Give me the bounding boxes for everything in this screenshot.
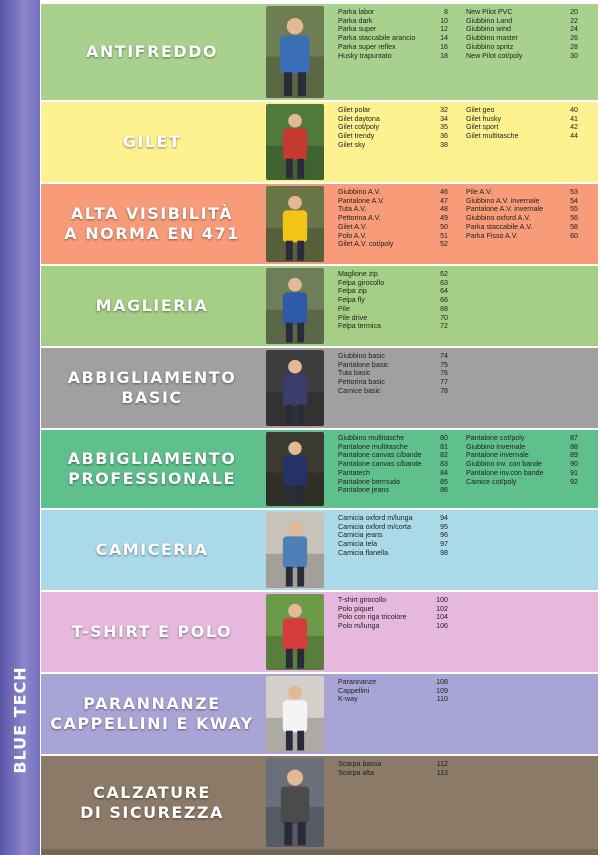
item-name: Gilet sport — [466, 123, 499, 132]
catalog-item[interactable] — [466, 232, 578, 241]
item-name: Gilet daytona — [338, 114, 380, 123]
catalog-item[interactable] — [466, 52, 578, 61]
item-page: 63 — [440, 278, 448, 287]
catalog-item[interactable] — [466, 478, 578, 487]
item-page: 48 — [440, 205, 448, 214]
catalog-item[interactable] — [338, 478, 448, 487]
catalog-item[interactable] — [338, 287, 448, 296]
section-basic[interactable] — [41, 348, 598, 428]
catalog-item[interactable] — [338, 687, 448, 696]
catalog-item[interactable] — [466, 188, 578, 197]
item-name: Pile — [338, 304, 350, 313]
catalog-item[interactable] — [466, 197, 578, 206]
item-name: Maglione zip — [338, 270, 378, 278]
catalog-item[interactable] — [466, 205, 578, 214]
item-column — [338, 678, 448, 704]
section-title-line: ABBIGLIAMENTO — [67, 368, 237, 387]
item-page: 89 — [570, 451, 578, 460]
item-page: 51 — [440, 231, 448, 240]
item-page: 32 — [440, 106, 448, 114]
item-page: 68 — [440, 304, 448, 313]
item-column — [466, 434, 578, 486]
item-page: 50 — [440, 222, 448, 231]
catalog-item[interactable] — [338, 352, 448, 361]
catalog-item[interactable] — [338, 486, 448, 495]
item-name: Giubbino A.V. invernale — [466, 196, 540, 205]
item-page: 44 — [570, 132, 578, 141]
section-title — [41, 510, 263, 590]
section-photo — [266, 268, 324, 344]
item-page: 42 — [570, 123, 578, 132]
item-page: 30 — [570, 51, 578, 60]
item-name: Pantalone A.V. invernale — [466, 205, 544, 214]
item-column — [338, 434, 448, 495]
section-maglieria[interactable] — [41, 266, 598, 346]
catalog-item[interactable] — [338, 322, 448, 331]
catalog-item[interactable] — [338, 369, 448, 378]
item-name: Giubbino basic — [338, 352, 385, 360]
section-professionale[interactable] — [41, 430, 598, 508]
item-name: Scarpa alta — [338, 768, 374, 777]
catalog-item[interactable] — [338, 443, 448, 452]
item-name: Pantalone cot/poly — [466, 434, 525, 442]
item-name: Parka Fisso A.V. — [466, 231, 518, 240]
catalog-item[interactable] — [338, 232, 448, 241]
section-photo — [266, 350, 324, 426]
item-page: 98 — [440, 548, 448, 557]
catalog-item[interactable] — [338, 596, 448, 605]
catalog-item[interactable] — [338, 523, 448, 532]
item-page: 83 — [440, 460, 448, 469]
item-name: New Pilot PVC — [466, 8, 513, 16]
item-page: 81 — [440, 442, 448, 451]
item-page: 94 — [440, 514, 448, 522]
catalog-item[interactable] — [338, 132, 448, 141]
catalog-item[interactable] — [466, 115, 578, 124]
item-name: Giubbino A.V. — [338, 188, 381, 196]
section-title — [41, 4, 263, 100]
section-title — [41, 184, 263, 264]
section-photo — [266, 512, 324, 588]
catalog-item[interactable] — [338, 34, 448, 43]
item-page: 8 — [444, 8, 448, 16]
item-name: Scarpa bassa — [338, 760, 382, 768]
item-page: 109 — [436, 686, 448, 695]
item-name: Pantalone bermuda — [338, 477, 400, 486]
catalog-item[interactable] — [338, 387, 448, 396]
item-page: 96 — [440, 531, 448, 540]
catalog-item[interactable] — [338, 695, 448, 704]
section-camiceria[interactable] — [41, 510, 598, 590]
catalog-item[interactable] — [338, 769, 448, 778]
catalog-item[interactable] — [338, 25, 448, 34]
item-page: 113 — [436, 768, 448, 777]
item-page: 22 — [570, 16, 578, 25]
item-page: 35 — [440, 123, 448, 132]
item-page: 70 — [440, 313, 448, 322]
item-name: Pettorina basic — [338, 378, 385, 387]
catalog-item[interactable] — [338, 605, 448, 614]
item-name: Giubbino master — [466, 34, 519, 43]
item-column — [466, 106, 578, 141]
item-name: Polo con riga tricolore — [338, 613, 407, 622]
section-title-line: A NORMA EN 471 — [64, 224, 240, 243]
item-name: Polo piquet — [338, 604, 374, 613]
item-name: Camice basic — [338, 386, 381, 395]
catalog-item[interactable] — [338, 141, 448, 150]
catalog-item[interactable] — [338, 197, 448, 206]
catalog-item[interactable] — [338, 622, 448, 631]
item-name: Parka super — [338, 25, 377, 34]
section-title-line: BASIC — [121, 388, 183, 407]
item-page: 64 — [440, 287, 448, 296]
bottom-strip — [41, 849, 598, 855]
item-column — [338, 352, 448, 396]
item-page: 12 — [440, 25, 448, 34]
item-column — [338, 514, 448, 558]
item-name: Parka super reflex — [338, 42, 396, 51]
item-name: Tuta A.V. — [338, 205, 367, 214]
item-name: Camicia oxford m/lunga — [338, 514, 413, 522]
item-column — [338, 188, 448, 249]
item-name: Pile A.V. — [466, 188, 493, 196]
item-name: Gilet sky — [338, 140, 366, 149]
item-name: Parka staccabile A.V. — [466, 222, 533, 231]
item-name: Parannanze — [338, 678, 377, 686]
section-title-line: CAMICERIA — [95, 540, 209, 559]
section-photo — [266, 676, 324, 752]
item-page: 54 — [570, 196, 578, 205]
item-page: 100 — [436, 596, 448, 604]
item-name: Camicia tela — [338, 540, 378, 549]
item-name: Giubbino invernale — [466, 442, 526, 451]
catalog-item[interactable] — [338, 549, 448, 558]
catalog-item[interactable] — [338, 214, 448, 223]
section-title-line: CAPPELLINI E KWAY — [50, 714, 254, 733]
catalog-item[interactable] — [338, 305, 448, 314]
item-page: 108 — [436, 678, 448, 686]
catalog-item[interactable] — [466, 25, 578, 34]
item-page: 18 — [440, 51, 448, 60]
section-title-line: T-SHIRT E POLO — [71, 622, 233, 641]
item-name: Felpa fly — [338, 296, 365, 305]
item-name: Felpa zip — [338, 287, 367, 296]
item-page: 92 — [570, 477, 578, 486]
item-name: Camicia jeans — [338, 531, 383, 540]
item-page: 82 — [440, 451, 448, 460]
item-name: Polo m/lunga — [338, 622, 380, 631]
section-title — [41, 102, 263, 182]
item-name: Camice cot/poly — [466, 477, 517, 486]
catalog-item[interactable] — [466, 123, 578, 132]
item-column — [338, 270, 448, 331]
item-page: 74 — [440, 352, 448, 360]
item-page: 95 — [440, 522, 448, 531]
section-title-line: MAGLIERIA — [95, 296, 209, 315]
item-name: Polo A.V. — [338, 231, 367, 240]
catalog-item[interactable] — [338, 17, 448, 26]
section-photo — [266, 104, 324, 180]
catalog-item[interactable] — [338, 531, 448, 540]
item-name: Gilet geo — [466, 106, 495, 114]
catalog-item[interactable] — [338, 123, 448, 132]
item-page: 49 — [440, 214, 448, 223]
item-page: 97 — [440, 540, 448, 549]
item-page: 46 — [440, 188, 448, 196]
item-name: New Pilot cot/poly — [466, 51, 523, 60]
catalog-item[interactable] — [338, 540, 448, 549]
item-column — [466, 8, 578, 60]
catalog-item[interactable] — [338, 469, 448, 478]
item-name: Parka dark — [338, 16, 373, 25]
item-page: 72 — [440, 322, 448, 331]
item-name: Pile drive — [338, 313, 368, 322]
section-title-line: ANTIFREDDO — [86, 42, 218, 61]
item-name: Pantalone invernale — [466, 451, 529, 460]
item-page: 102 — [436, 604, 448, 613]
catalog-item[interactable] — [338, 314, 448, 323]
item-page: 28 — [570, 42, 578, 51]
item-page: 91 — [570, 468, 578, 477]
item-name: Gilet polar — [338, 106, 371, 114]
catalog-item[interactable] — [338, 8, 448, 17]
item-page: 56 — [570, 214, 578, 223]
item-name: Pantalone multitasche — [338, 442, 408, 451]
brand-spine — [0, 0, 40, 855]
item-page: 26 — [570, 34, 578, 43]
catalog-item[interactable] — [466, 132, 578, 141]
item-name: Gilet husky — [466, 114, 502, 123]
catalog-item[interactable] — [338, 106, 448, 115]
catalog-item[interactable] — [338, 613, 448, 622]
item-page: 85 — [440, 477, 448, 486]
item-name: Cappellini — [338, 686, 370, 695]
catalog-item[interactable] — [338, 223, 448, 232]
catalog-item[interactable] — [466, 8, 578, 17]
item-page: 58 — [570, 222, 578, 231]
catalog-item[interactable] — [338, 361, 448, 370]
section-photo — [266, 594, 324, 670]
section-photo — [266, 758, 324, 847]
catalog-item[interactable] — [338, 188, 448, 197]
item-column — [338, 760, 448, 777]
item-page: 80 — [440, 434, 448, 442]
item-page: 60 — [570, 231, 578, 240]
catalog-item[interactable] — [338, 52, 448, 61]
catalog-item[interactable] — [466, 34, 578, 43]
catalog-item[interactable] — [338, 514, 448, 523]
item-page: 62 — [440, 270, 448, 278]
item-page: 88 — [570, 442, 578, 451]
item-column — [466, 188, 578, 240]
catalog-item[interactable] — [466, 43, 578, 52]
item-name: Husky trapuntato — [338, 51, 392, 60]
item-name: Pantalone basic — [338, 360, 389, 369]
item-page: 76 — [440, 369, 448, 378]
item-name: Gilet multitasche — [466, 132, 519, 141]
section-title — [41, 592, 263, 672]
section-photo — [266, 186, 324, 262]
item-name: Giubbino spritz — [466, 42, 514, 51]
item-page: 10 — [440, 16, 448, 25]
item-page: 77 — [440, 378, 448, 387]
item-name: Parka staccabile arancio — [338, 34, 416, 43]
item-name: Gilet A.V. — [338, 222, 367, 231]
catalog-item[interactable] — [338, 678, 448, 687]
item-page: 53 — [570, 188, 578, 196]
catalog-item[interactable] — [338, 434, 448, 443]
section-title — [41, 430, 263, 508]
catalog-item[interactable] — [466, 106, 578, 115]
section-title-line: PROFESSIONALE — [68, 469, 236, 488]
item-name: Felpa girocollo — [338, 278, 385, 287]
item-page: 47 — [440, 196, 448, 205]
item-page: 20 — [570, 8, 578, 16]
item-name: Giubbino inv. con bande — [466, 460, 542, 469]
item-page: 41 — [570, 114, 578, 123]
catalog-item[interactable] — [466, 469, 578, 478]
catalog-item[interactable] — [466, 443, 578, 452]
section-title-line: PARANNANZE — [83, 694, 221, 713]
item-column — [338, 106, 448, 150]
item-name: Camicia flanella — [338, 548, 389, 557]
section-title — [41, 348, 263, 428]
section-alta[interactable] — [41, 184, 598, 264]
catalog-item[interactable] — [466, 214, 578, 223]
catalog-item[interactable] — [338, 378, 448, 387]
item-page: 36 — [440, 132, 448, 141]
catalog-item[interactable] — [338, 460, 448, 469]
item-name: Giubbino multitasche — [338, 434, 405, 442]
item-name: K-way — [338, 695, 358, 704]
item-name: Gilet A.V. cot/poly — [338, 240, 394, 249]
catalog-item[interactable] — [338, 240, 448, 249]
item-name: Pantalone A.V. — [338, 196, 385, 205]
section-photo — [266, 432, 324, 506]
item-page: 90 — [570, 460, 578, 469]
item-page: 55 — [570, 205, 578, 214]
item-name: Parka labor — [338, 8, 375, 16]
item-name: Pantatech — [338, 468, 370, 477]
section-title — [41, 756, 263, 849]
section-calzature[interactable] — [41, 756, 598, 849]
catalog-item[interactable] — [466, 460, 578, 469]
item-page: 16 — [440, 42, 448, 51]
catalog-item[interactable] — [338, 43, 448, 52]
catalog-item[interactable] — [466, 17, 578, 26]
item-page: 38 — [440, 140, 448, 149]
item-name: Camicia oxford m/corta — [338, 522, 411, 531]
item-page: 104 — [436, 613, 448, 622]
item-name: Pantalone canvas c/bande — [338, 460, 422, 469]
section-antifreddo[interactable] — [41, 4, 598, 100]
catalog-item[interactable] — [338, 270, 448, 279]
catalog-item[interactable] — [338, 296, 448, 305]
item-page: 24 — [570, 25, 578, 34]
section-title-line: CALZATURE — [93, 782, 211, 802]
item-page: 40 — [570, 106, 578, 114]
item-page: 87 — [570, 434, 578, 442]
section-title-line: ALTA VISIBILITÀ — [70, 204, 234, 223]
item-name: Tuta basic — [338, 369, 371, 378]
item-name: Pettorina A.V. — [338, 214, 381, 223]
catalog-item[interactable] — [466, 451, 578, 460]
catalog-item[interactable] — [466, 434, 578, 443]
item-page: 66 — [440, 296, 448, 305]
item-name: Pantalone canvas c/bande — [338, 451, 422, 460]
item-name: Giubbino wind — [466, 25, 511, 34]
item-page: 75 — [440, 360, 448, 369]
section-photo — [266, 6, 324, 98]
item-page: 84 — [440, 468, 448, 477]
catalog-item[interactable] — [338, 115, 448, 124]
item-name: Gilet cot/poly — [338, 123, 380, 132]
item-column — [338, 8, 448, 60]
section-title — [41, 266, 263, 346]
section-title — [41, 674, 263, 754]
catalog-item[interactable] — [466, 223, 578, 232]
item-name: T-shirt girocollo — [338, 596, 387, 604]
catalog-item[interactable] — [338, 760, 448, 769]
item-page: 14 — [440, 34, 448, 43]
item-page: 78 — [440, 386, 448, 395]
section-parannanze[interactable] — [41, 674, 598, 754]
catalog-item[interactable] — [338, 279, 448, 288]
section-title-line: GILET — [122, 132, 182, 151]
catalog-item[interactable] — [338, 451, 448, 460]
section-title-line: ABBIGLIAMENTO — [67, 449, 237, 468]
item-page: 110 — [436, 695, 448, 704]
item-name: Pantalone jeans — [338, 486, 389, 495]
item-column — [338, 596, 448, 631]
item-name: Gilet trendy — [338, 132, 375, 141]
item-page: 112 — [436, 760, 448, 768]
item-name: Giubbino oxford A.V. — [466, 214, 531, 223]
section-tshirt[interactable] — [41, 592, 598, 672]
item-page: 106 — [436, 622, 448, 631]
catalog-item[interactable] — [338, 205, 448, 214]
item-name: Felpa termica — [338, 322, 381, 331]
item-page: 52 — [440, 240, 448, 249]
item-name: Pantalone inv.con bande — [466, 468, 544, 477]
item-page: 86 — [440, 486, 448, 495]
section-gilet[interactable] — [41, 102, 598, 182]
brand-label: BLUE TECH — [10, 666, 30, 774]
item-name: Giubbino Land — [466, 16, 513, 25]
item-page: 34 — [440, 114, 448, 123]
section-title-line: DI SICUREZZA — [80, 802, 224, 822]
